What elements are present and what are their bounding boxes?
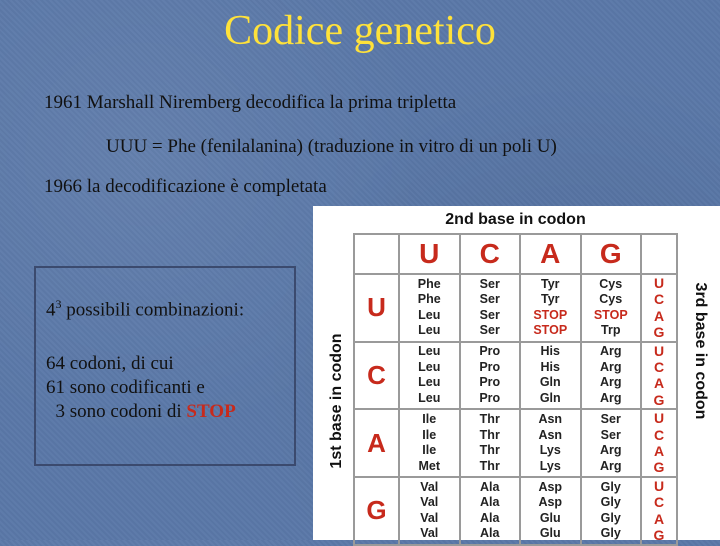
third-base-c: C: [653, 494, 665, 511]
amino-acid: Pro: [479, 375, 501, 390]
amino-acid: Lys: [539, 443, 561, 458]
third-base-cell: [641, 477, 677, 545]
amino-acid: Ile: [422, 412, 437, 427]
first-base-c: C: [354, 342, 399, 410]
combinations-text: possibili combinazioni:: [61, 299, 245, 321]
coding-line: 61 sono codificanti e: [46, 377, 205, 399]
codon-cell: [581, 409, 642, 477]
history-1966-line: 1966 la decodificazione è completata: [44, 176, 327, 197]
codon-table-panel: [313, 206, 720, 544]
amino-acid: Thr: [479, 412, 500, 427]
codon-row-g: [354, 477, 677, 545]
third-base-g: G: [653, 324, 665, 341]
second-base-a: A: [520, 234, 581, 274]
amino-acid: Val: [420, 510, 439, 525]
amino-acid: Leu: [418, 344, 441, 359]
amino-acid: Lys: [539, 458, 561, 473]
amino-acid: Leu: [418, 307, 441, 322]
amino-acid: Ser: [600, 427, 621, 442]
amino-acid: Thr: [479, 427, 500, 442]
second-base-c: C: [460, 234, 521, 274]
codon-cell: [460, 342, 521, 410]
third-base-label: 3rd base in codon: [692, 282, 709, 420]
codon-table: [353, 233, 678, 546]
amino-acid: Ala: [480, 510, 500, 525]
third-base-g: G: [653, 391, 665, 408]
amino-acid: Gly: [600, 510, 621, 525]
amino-acid: Gly: [600, 495, 621, 510]
amino-acid: His: [540, 359, 560, 374]
amino-acid: Gln: [539, 375, 561, 390]
third-base-u: U: [653, 275, 665, 291]
codon-cell: [520, 342, 581, 410]
amino-acid: Pro: [479, 344, 501, 359]
amino-acid: Ser: [479, 276, 500, 291]
third-base-cell: [641, 409, 677, 477]
codon-cell: [399, 342, 460, 410]
amino-acid: Phe: [417, 276, 441, 291]
amino-acid: Leu: [418, 323, 441, 338]
corner-cell: [354, 234, 399, 274]
amino-acid: Tyr: [540, 276, 560, 291]
codons-line: 64 codoni, di cui: [46, 353, 174, 375]
base-number: 4: [46, 299, 56, 321]
third-base-cell: [641, 342, 677, 410]
header-row: [354, 234, 677, 274]
amino-acid: Ser: [479, 292, 500, 307]
amino-acid: Gly: [600, 479, 621, 494]
uuu-phe-line: UUU = Phe (fenilalanina) (traduzione in vitro di un poli U): [106, 136, 557, 157]
amino-acid: Val: [420, 495, 439, 510]
third-base-c: C: [653, 291, 665, 308]
amino-acid: Cys: [599, 292, 623, 307]
amino-acid: Ala: [480, 495, 500, 510]
third-base-a: A: [653, 510, 665, 527]
combinations-box: [34, 266, 296, 466]
first-base-a: A: [354, 409, 399, 477]
amino-acid: Ile: [422, 443, 437, 458]
amino-acid: Arg: [599, 390, 622, 405]
second-base-u: U: [399, 234, 460, 274]
third-base-g: G: [653, 527, 665, 544]
stop-prefix: 3 sono codoni di: [46, 401, 187, 423]
amino-acid: Arg: [599, 344, 622, 359]
third-base-g: G: [653, 459, 665, 476]
amino-acid: Glu: [539, 510, 561, 525]
amino-acid: Thr: [479, 443, 500, 458]
codon-cell: [520, 409, 581, 477]
third-base-u: U: [653, 477, 665, 494]
amino-acid: Ser: [479, 323, 500, 338]
amino-acid: Trp: [601, 323, 621, 338]
stop-word: STOP: [186, 401, 236, 423]
codon-cell: [460, 477, 521, 545]
codon-cell: [399, 477, 460, 545]
amino-acid: Ile: [422, 427, 437, 442]
amino-acid: Ser: [479, 307, 500, 322]
codon-cell: [460, 409, 521, 477]
third-base-a: A: [653, 375, 665, 392]
amino-acid: Phe: [417, 292, 441, 307]
codon-cell: [399, 409, 460, 477]
codon-cell: [581, 342, 642, 410]
amino-acid: Gly: [600, 526, 621, 541]
third-base-u: U: [653, 410, 665, 427]
amino-acid: Asp: [538, 495, 563, 510]
amino-acid: Glu: [539, 526, 561, 541]
stop-codon: STOP: [533, 307, 568, 322]
amino-acid: Tyr: [540, 292, 560, 307]
amino-acid: Thr: [479, 458, 500, 473]
codon-cell: [460, 274, 521, 342]
codon-row-u: [354, 274, 677, 342]
amino-acid: Arg: [599, 375, 622, 390]
amino-acid: Ser: [600, 412, 621, 427]
exponent: 3: [55, 297, 62, 311]
amino-acid: Ala: [480, 479, 500, 494]
amino-acid: Arg: [599, 443, 622, 458]
amino-acid: His: [540, 344, 560, 359]
first-base-g: G: [354, 477, 399, 545]
amino-acid: Pro: [479, 359, 501, 374]
slide-title: Codice genetico: [224, 8, 496, 54]
stop-codons-line: [46, 400, 294, 424]
amino-acid: Val: [420, 526, 439, 541]
history-1961-line: 1961 Marshall Niremberg decodifica la prima tripletta: [44, 92, 457, 113]
third-base-c: C: [653, 359, 665, 376]
amino-acid: Arg: [599, 458, 622, 473]
stop-codon: STOP: [593, 307, 628, 322]
amino-acid: Leu: [418, 375, 441, 390]
third-base-c: C: [653, 426, 665, 443]
third-base-a: A: [653, 443, 665, 460]
codon-cell: [399, 274, 460, 342]
amino-acid: Arg: [599, 359, 622, 374]
amino-acid: Val: [420, 479, 439, 494]
first-base-label: 1st base in codon: [328, 333, 345, 469]
amino-acid: Met: [418, 458, 441, 473]
amino-acid: Ala: [480, 526, 500, 541]
third-base-u: U: [653, 342, 665, 359]
second-base-label: 2nd base in codon: [445, 211, 586, 228]
codon-cell: [581, 274, 642, 342]
second-base-g: G: [581, 234, 642, 274]
amino-acid: Leu: [418, 359, 441, 374]
amino-acid: Gln: [539, 390, 561, 405]
codon-cell: [520, 477, 581, 545]
amino-acid: Leu: [418, 390, 441, 405]
combinations-line: [46, 292, 294, 322]
third-base-a: A: [653, 307, 665, 324]
amino-acid: Asn: [538, 412, 563, 427]
amino-acid: Cys: [599, 276, 623, 291]
stop-codon: STOP: [533, 323, 568, 338]
codon-cell: [581, 477, 642, 545]
corner-cell: [641, 234, 677, 274]
amino-acid: Asn: [538, 427, 563, 442]
codon-cell: [520, 274, 581, 342]
codon-row-c: [354, 342, 677, 410]
codon-row-a: [354, 409, 677, 477]
amino-acid: Asp: [538, 479, 563, 494]
third-base-cell: [641, 274, 677, 342]
amino-acid: Pro: [479, 390, 501, 405]
first-base-u: U: [354, 274, 399, 342]
